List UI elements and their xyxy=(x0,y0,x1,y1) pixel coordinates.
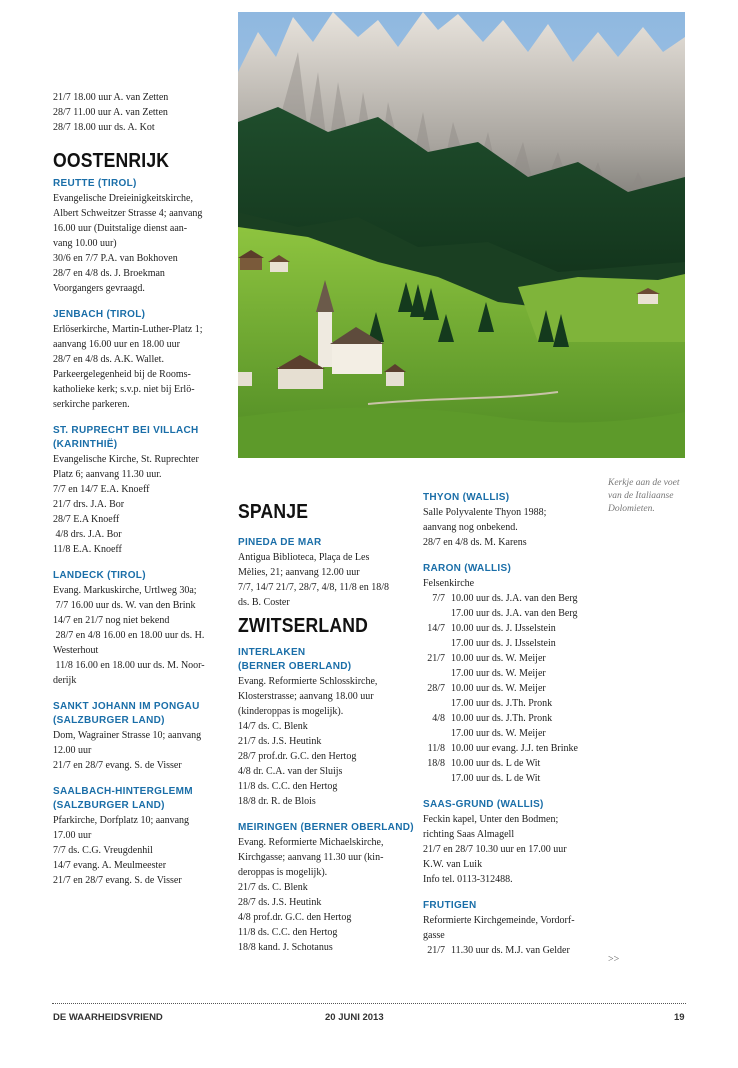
photo-caption xyxy=(608,477,718,516)
info-line: Evang. Reformierte Schlosskirche, xyxy=(238,676,378,687)
info-line: deroppas is mogelijk). xyxy=(238,867,328,878)
caption-line: Dolomieten. xyxy=(608,504,655,514)
schedule-date: 28/7 xyxy=(427,683,445,694)
info-line: Evang. Reformierte Michaelskirche, xyxy=(238,837,384,848)
info-line: Voorgangers gevraagd. xyxy=(53,283,145,294)
info-line: 30/6 en 7/7 P.A. van Bokhoven xyxy=(53,253,178,264)
country-heading-spanje: SPANJE xyxy=(238,501,309,523)
place-heading: (KARINTHIË) xyxy=(53,439,118,450)
place-heading: INTERLAKEN xyxy=(238,647,306,658)
info-line: 28/7 en 4/8 ds. A.K. Wallet. xyxy=(53,354,164,365)
info-line: 12.00 uur xyxy=(53,745,92,756)
schedule-date: 4/8 xyxy=(432,713,445,724)
place-heading: SANKT JOHANN IM PONGAU xyxy=(53,701,200,712)
place-heading: (BERNER OBERLAND) xyxy=(238,661,352,672)
schedule-time: 17.00 uur ds. W. Meijer xyxy=(451,668,546,679)
info-line: 18/8 dr. R. de Blois xyxy=(238,796,316,807)
schedule-time: 10.00 uur ds. J.Th. Pronk xyxy=(451,713,553,724)
place-heading: SAALBACH-HINTERGLEMM xyxy=(53,786,193,797)
info-line: Evangelische Kirche, St. Ruprechter xyxy=(53,454,199,465)
schedule-time: 17.00 uur ds. J. IJsselstein xyxy=(451,638,556,649)
info-line: Mèlies, 21; aanvang 12.00 uur xyxy=(238,567,360,578)
info-line: 28/7 ds. J.S. Heutink xyxy=(238,897,322,908)
caption-line: Kerkje aan de voet xyxy=(608,478,680,488)
info-line: Feckin kapel, Unter den Bodmen; xyxy=(423,814,559,825)
place-heading: PINEDA DE MAR xyxy=(238,537,322,548)
place-heading: ST. RUPRECHT BEI VILLACH xyxy=(53,425,199,436)
info-line: (kinderoppas is mogelijk). xyxy=(238,706,344,717)
info-line: 28/7 en 4/8 16.00 en 18.00 uur ds. H. xyxy=(53,630,205,641)
info-line: 28/7 en 4/8 ds. J. Broekman xyxy=(53,268,165,279)
footer-date: 20 JUNI 2013 xyxy=(325,1012,384,1023)
info-line: 11/8 ds. C.C. den Hertog xyxy=(238,927,338,938)
schedule-row xyxy=(423,591,605,606)
info-line: aanvang 16.00 uur en 18.00 uur xyxy=(53,339,180,350)
place-heading: THYON (WALLIS) xyxy=(423,492,510,503)
info-line: 7/7, 14/7 21/7, 28/7, 4/8, 11/8 en 18/8 xyxy=(238,582,390,593)
info-line: Evangelische Dreieinigkeitskirche, xyxy=(53,193,193,204)
schedule-time: 10.00 uur ds. J.A. van den Berg xyxy=(451,593,578,604)
dolomites-church-illustration xyxy=(238,12,685,458)
schedule-time: 17.00 uur ds. J.A. van den Berg xyxy=(451,608,578,619)
place-heading: SAAS-GRUND (WALLIS) xyxy=(423,799,544,810)
place-heading: MEIRINGEN (BERNER OBERLAND) xyxy=(238,822,414,833)
schedule-row xyxy=(423,726,605,741)
info-line: 4/8 drs. J.A. Bor xyxy=(53,529,122,540)
info-line: Kirchgasse; aanvang 11.30 uur (kin- xyxy=(238,852,384,863)
info-line: ds. B. Coster xyxy=(238,597,290,608)
schedule-date: 14/7 xyxy=(427,623,445,634)
info-line: 11/8 ds. C.C. den Hertog xyxy=(238,781,338,792)
column-spanje-zwitserland xyxy=(238,500,418,955)
info-line: Evang. Markuskirche, Urtlweg 30a; xyxy=(53,585,197,596)
info-line: vang 10.00 uur) xyxy=(53,238,117,249)
info-line: Albert Schweitzer Strasse 4; aanvang xyxy=(53,208,203,219)
info-line: 21/7 ds. C. Blenk xyxy=(238,882,308,893)
info-line: 21/7 en 28/7 10.30 uur en 17.00 uur xyxy=(423,844,567,855)
schedule-row xyxy=(423,771,605,786)
footer-divider xyxy=(52,1003,686,1004)
info-line: 14/7 ds. C. Blenk xyxy=(238,721,308,732)
schedule-row xyxy=(423,696,605,711)
info-line: 11/8 16.00 en 18.00 uur ds. M. Noor- xyxy=(53,660,205,671)
info-line: Reformierte Kirchgemeinde, Vordorf- xyxy=(423,915,575,926)
place-heading: JENBACH (TIROL) xyxy=(53,309,146,320)
place-heading: REUTTE (TIROL) xyxy=(53,178,137,189)
schedule-time: 10.00 uur evang. J.J. ten Brinke xyxy=(451,743,578,754)
info-line: Dom, Wagrainer Strasse 10; aanvang xyxy=(53,730,202,741)
schedule-date: 21/7 xyxy=(427,653,445,664)
schedule-time: 10.00 uur ds. J. IJsselstein xyxy=(451,623,556,634)
footer-publication: DE WAARHEIDSVRIEND xyxy=(53,1012,163,1023)
info-line: 28/7 E.A Knoeff xyxy=(53,514,120,525)
schedule-row xyxy=(423,636,605,651)
info-line: 21/7 en 28/7 evang. S. de Visser xyxy=(53,760,182,771)
info-line: Erlöserkirche, Martin-Luther-Platz 1; xyxy=(53,324,203,335)
info-line: Felsenkirche xyxy=(423,578,475,589)
schedule-time: 10.00 uur ds. W. Meijer xyxy=(451,683,546,694)
info-line: Pfarkirche, Dorfplatz 10; aanvang xyxy=(53,815,190,826)
schedule-line: 28/7 18.00 uur ds. A. Kot xyxy=(53,122,155,133)
schedule-row xyxy=(423,711,605,726)
info-line: serkirche parkeren. xyxy=(53,399,130,410)
country-heading-oostenrijk: OOSTENRIJK xyxy=(53,150,170,172)
schedule-date: 11/8 xyxy=(427,743,445,754)
schedule-date: 7/7 xyxy=(432,593,445,604)
schedule-date xyxy=(423,606,451,621)
schedule-row xyxy=(423,943,605,958)
info-line: Platz 6; aanvang 11.30 uur. xyxy=(53,469,162,480)
schedule-time: 10.00 uur ds. W. Meijer xyxy=(451,653,546,664)
info-line: aanvang nog onbekend. xyxy=(423,522,518,533)
schedule-time: 17.00 uur ds. J.Th. Pronk xyxy=(451,698,553,709)
info-line: 11/8 E.A. Knoeff xyxy=(53,544,122,555)
schedule-date: 18/8 xyxy=(427,758,445,769)
info-line: 17.00 uur xyxy=(53,830,92,841)
schedule-date xyxy=(423,696,451,711)
info-line: 28/7 en 4/8 ds. M. Karens xyxy=(423,537,527,548)
info-line: derijk xyxy=(53,675,77,686)
schedule-row xyxy=(423,741,605,756)
schedule-row xyxy=(423,606,605,621)
schedule-line: 21/7 18.00 uur A. van Zetten xyxy=(53,92,169,103)
continue-arrow-icon: >> xyxy=(608,954,620,965)
info-line: 21/7 en 28/7 evang. S. de Visser xyxy=(53,875,182,886)
column-oostenrijk xyxy=(53,90,228,888)
schedule-date xyxy=(423,771,451,786)
schedule-row xyxy=(423,621,605,636)
schedule-date xyxy=(423,636,451,651)
info-line: 4/8 prof.dr. G.C. den Hertog xyxy=(238,912,352,923)
info-line: Antigua Biblioteca, Plaça de Les xyxy=(238,552,370,563)
info-line: Info tel. 0113-312488. xyxy=(423,874,513,885)
place-heading: LANDECK (TIROL) xyxy=(53,570,146,581)
info-line: 16.00 uur (Duitstalige dienst aan- xyxy=(53,223,188,234)
place-heading: FRUTIGEN xyxy=(423,900,477,911)
schedule-date: 21/7 xyxy=(427,945,445,956)
country-heading-zwitserland: ZWITSERLAND xyxy=(238,615,369,637)
schedule-time: 11.30 uur ds. M.J. van Gelder xyxy=(451,945,570,956)
info-line: Parkeergelegenheid bij de Rooms- xyxy=(53,369,191,380)
info-line: 7/7 en 14/7 E.A. Knoeff xyxy=(53,484,150,495)
place-heading: (SALZBURGER LAND) xyxy=(53,800,165,811)
schedule-date xyxy=(423,666,451,681)
info-line: 18/8 kand. J. Schotanus xyxy=(238,942,333,953)
info-line: 14/7 evang. A. Meulmeester xyxy=(53,860,167,871)
place-heading: (SALZBURGER LAND) xyxy=(53,715,165,726)
column-wallis xyxy=(423,491,605,958)
footer-page-number: 19 xyxy=(674,1012,685,1023)
schedule-time: 17.00 uur ds. L de Wit xyxy=(451,773,541,784)
schedule-row xyxy=(423,681,605,696)
info-line: 7/7 16.00 uur ds. W. van den Brink xyxy=(53,600,196,611)
info-line: 21/7 drs. J.A. Bor xyxy=(53,499,125,510)
info-line: Klosterstrasse; aanvang 18.00 uur xyxy=(238,691,374,702)
info-line: richting Saas Almagell xyxy=(423,829,515,840)
info-line: Salle Polyvalente Thyon 1988; xyxy=(423,507,547,518)
info-line: 14/7 en 21/7 nog niet bekend xyxy=(53,615,170,626)
info-line: katholieke kerk; s.v.p. niet bij Erlö- xyxy=(53,384,195,395)
schedule-time: 17.00 uur ds. W. Meijer xyxy=(451,728,546,739)
landscape-photo xyxy=(238,12,685,458)
info-line: 7/7 ds. C.G. Vreugdenhil xyxy=(53,845,153,856)
info-line: Westerhout xyxy=(53,645,99,656)
schedule-time: 10.00 uur ds. L de Wit xyxy=(451,758,541,769)
schedule-date xyxy=(423,726,451,741)
schedule-line: 28/7 11.00 uur A. van Zetten xyxy=(53,107,168,118)
place-heading: RARON (WALLIS) xyxy=(423,563,512,574)
schedule-row xyxy=(423,666,605,681)
info-line: 21/7 ds. J.S. Heutink xyxy=(238,736,322,747)
info-line: 28/7 prof.dr. G.C. den Hertog xyxy=(238,751,357,762)
info-line: K.W. van Luik xyxy=(423,859,483,870)
caption-line: van de Italiaanse xyxy=(608,491,674,501)
schedule-row xyxy=(423,756,605,771)
info-line: 4/8 dr. C.A. van der Sluijs xyxy=(238,766,343,777)
info-line: gasse xyxy=(423,930,445,941)
schedule-row xyxy=(423,651,605,666)
